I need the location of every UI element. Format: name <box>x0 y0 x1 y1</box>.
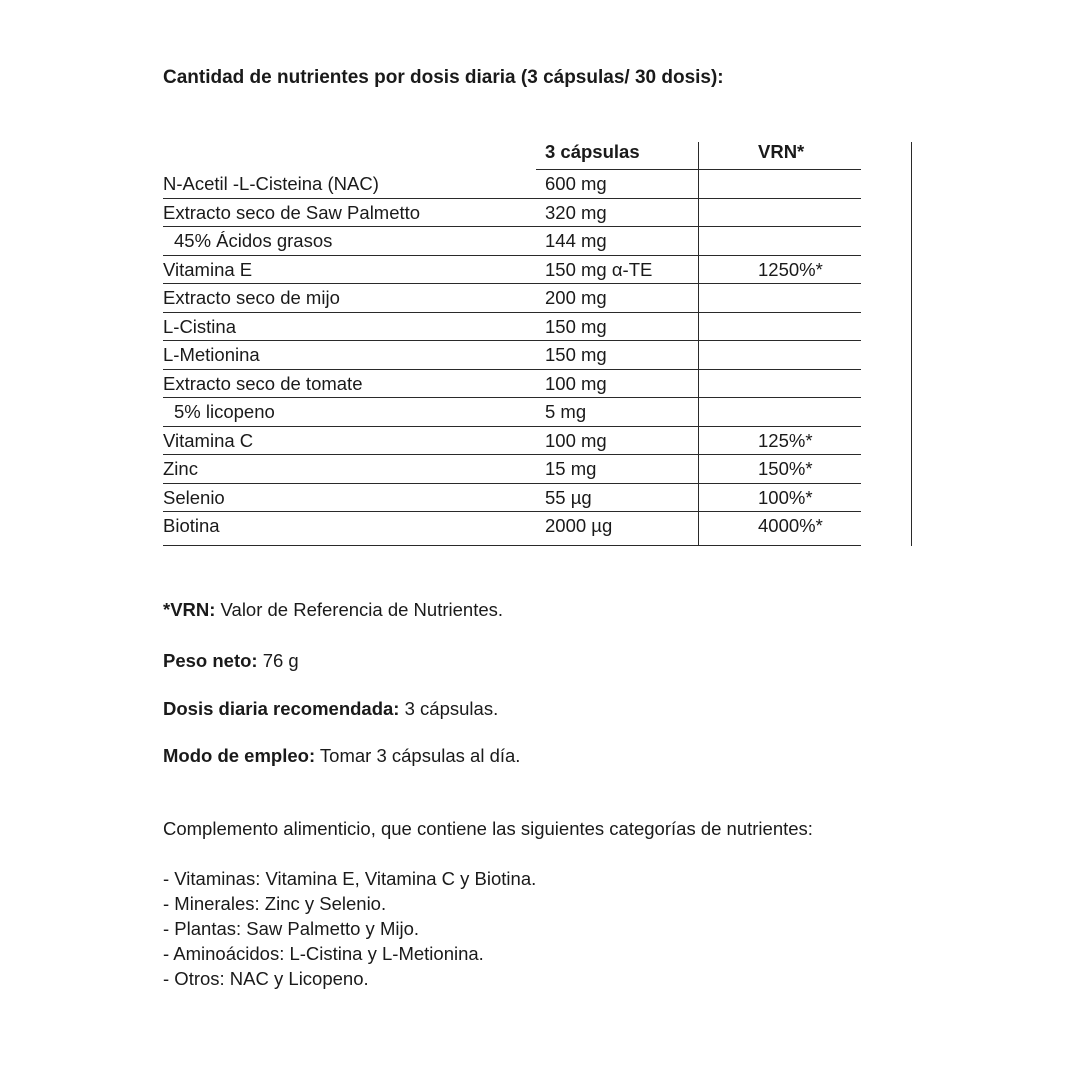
nutrient-amount: 320 mg <box>545 201 607 223</box>
daily-dose <box>163 698 498 720</box>
net-weight <box>163 650 299 672</box>
vrn-note-text: Valor de Referencia de Nutrientes. <box>215 599 504 620</box>
column-divider-2 <box>911 142 912 546</box>
table-row <box>163 484 861 513</box>
table-row <box>163 313 861 342</box>
net-weight-value: 76 g <box>257 650 299 671</box>
table-row <box>163 284 861 313</box>
nutrient-name: 5% licopeno <box>174 401 275 422</box>
nutrient-name: Vitamina E <box>163 258 253 280</box>
nutrient-amount: 55 µg <box>545 486 592 508</box>
header-vrn: VRN* <box>758 141 805 162</box>
nutrient-amount: 5 mg <box>545 401 587 422</box>
nutrient-name: 45% Ácidos grasos <box>174 230 333 251</box>
nutrient-amount: 15 mg <box>545 458 597 479</box>
table-row <box>163 341 861 370</box>
nutrient-name: N-Acetil -L-Cisteina (NAC) <box>163 173 379 194</box>
nutrient-vrn: 4000%* <box>758 515 823 536</box>
nutrient-name: L-Cistina <box>163 315 236 337</box>
nutrient-vrn <box>749 284 861 313</box>
nutrient-vrn <box>749 313 861 342</box>
nutrient-name: Extracto seco de Saw Palmetto <box>163 201 421 223</box>
table-row <box>163 427 861 456</box>
nutrient-amount: 144 mg <box>545 230 607 251</box>
vrn-note <box>163 599 503 621</box>
nutrient-amount: 2000 µg <box>545 515 613 536</box>
column-divider-1 <box>698 142 699 546</box>
table-row <box>163 455 861 484</box>
nutrient-amount: 100 mg <box>545 429 607 451</box>
table-header-row <box>163 136 861 170</box>
nutrient-vrn <box>749 341 861 370</box>
header-amount: 3 cápsulas <box>545 141 640 162</box>
nutrient-name: Biotina <box>163 515 220 536</box>
page-title: Cantidad de nutrientes por dosis diaria (3 cápsulas/ 30 dosis): <box>163 67 724 88</box>
nutrient-vrn <box>749 227 861 256</box>
daily-dose-value: 3 cápsulas. <box>399 698 499 719</box>
table-row <box>163 398 861 427</box>
nutrient-amount: 150 mg <box>545 315 607 337</box>
list-item: - Plantas: Saw Palmetto y Mijo. <box>163 918 420 939</box>
nutrient-amount: 200 mg <box>545 287 607 308</box>
daily-dose-label: Dosis diaria recomendada: <box>163 698 400 719</box>
net-weight-label: Peso neto: <box>163 650 258 671</box>
list-item: - Minerales: Zinc y Selenio. <box>163 893 387 914</box>
nutrient-amount: 150 mg <box>545 344 607 365</box>
nutrient-vrn: 100%* <box>758 486 813 508</box>
nutrient-name: Extracto seco de tomate <box>163 372 363 394</box>
usage-mode-label: Modo de empleo: <box>163 745 316 766</box>
table-row <box>163 227 861 256</box>
nutrient-vrn: 1250%* <box>758 258 823 280</box>
nutrient-table <box>163 136 861 541</box>
list-item: - Otros: NAC y Licopeno. <box>163 968 369 989</box>
list-item: - Aminoácidos: L-Cistina y L-Metionina. <box>163 943 484 964</box>
nutrient-vrn: 125%* <box>758 429 813 451</box>
table-row <box>163 370 861 399</box>
nutrient-name: Zinc <box>163 458 198 479</box>
vrn-note-label: *VRN: <box>163 599 216 620</box>
nutrient-vrn <box>749 170 861 199</box>
nutrient-name: Extracto seco de mijo <box>163 287 340 308</box>
usage-mode-text: Tomar 3 cápsulas al día. <box>315 745 521 766</box>
nutrient-vrn: 150%* <box>758 458 813 479</box>
category-list <box>163 866 536 991</box>
header-nutrient <box>163 136 535 170</box>
nutrient-vrn <box>749 398 861 427</box>
supplement-description: Complemento alimenticio, que contiene las siguientes categorías de nutrientes: <box>163 818 813 839</box>
nutrient-amount: 150 mg α-TE <box>545 258 653 280</box>
nutrient-vrn <box>749 370 861 399</box>
table-row <box>163 170 861 199</box>
table-row <box>163 512 861 541</box>
nutrient-name: Selenio <box>163 486 225 508</box>
nutrient-vrn <box>749 199 861 228</box>
nutrient-name: L-Metionina <box>163 344 260 365</box>
document-page <box>163 0 1043 1080</box>
usage-mode <box>163 745 520 767</box>
table-row <box>163 199 861 228</box>
nutrient-amount: 100 mg <box>545 372 607 394</box>
list-item: - Vitaminas: Vitamina E, Vitamina C y Biotina. <box>163 868 537 889</box>
table-row <box>163 256 861 285</box>
nutrient-amount: 600 mg <box>545 173 607 194</box>
nutrient-name: Vitamina C <box>163 429 254 451</box>
